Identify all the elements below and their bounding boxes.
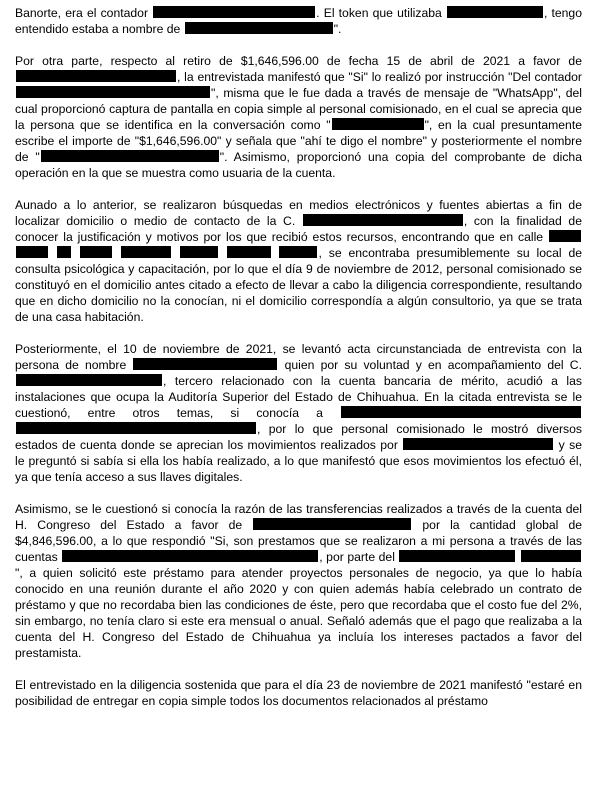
redaction-block (16, 246, 48, 258)
redaction-block (549, 230, 581, 242)
text-run: ", a quien solicitó este préstamo para atender proyectos personales de negocio, ya que lo había conocido en una reunión durante el año 2020 y con quien además había celebrado un contrato de préstamo y que no recordaba bien las condiciones de éste, pero que recordaba que el costo fue del 2%, sin embargo, no tenía claro si este era mensual o anual. Señaló además que el pago que realizaba a la cuenta del H. Congreso del Estado de Chihuahua ya incluía los intereses pactados a favor del prestamista. (15, 566, 582, 660)
redaction-block (41, 150, 219, 162)
redaction-block (399, 550, 515, 562)
text-run: , tercero relacionado con la cuenta bancaria de mérito, acudió a las instalaciones que ocupa la Auditoría Superior del Estado de Chihuahua. En la citada entrevista se le cuestionó, entre otros temas, si conocía a (15, 374, 582, 420)
text-run: Asimismo, se le cuestionó si conocía la razón de las transferencias realizados a través de la cuenta del H. Congreso del Estado a favor de (15, 502, 582, 532)
redaction-block (16, 422, 256, 434)
redaction-block (185, 22, 333, 34)
text-run: ". Asimismo, proporcionó una copia del comprobante de dicha operación en la que se muestra como usuaria de la cuenta. (15, 150, 582, 180)
redaction-block (403, 438, 553, 450)
redaction-block (341, 406, 581, 418)
text-run: Por otra parte, respecto al retiro de $1,646,596.00 de fecha 15 de abril de 2021 a favor de (15, 54, 582, 68)
redaction-block (16, 70, 176, 82)
redaction-block (153, 6, 315, 18)
redaction-block (62, 550, 318, 562)
text-run: quien por su voluntad y en acompañamiento del C. (278, 358, 582, 372)
text-run (113, 246, 120, 260)
text-run: Aunado a lo anterior, se realizaron búsquedas en medios electrónicos y fuentes abiertas a fin de localizar domicilio o medio de contacto de la C. (15, 198, 582, 228)
redaction-block (180, 246, 218, 258)
redaction-block (253, 518, 411, 530)
redaction-block (16, 374, 162, 386)
text-run: , tengo entendido estaba a nombre de (15, 6, 582, 36)
text-run: , por lo que personal comisionado le mostró diversos estados de cuenta donde se aprecian los movimientos realizados por (15, 422, 582, 452)
redaction-block (16, 86, 210, 98)
paragraph (15, 53, 582, 181)
paragraph (15, 341, 582, 485)
redaction-block (80, 246, 112, 258)
redaction-block (332, 118, 424, 130)
paragraph (15, 197, 582, 325)
paragraph (15, 5, 582, 37)
text-run: , la entrevistada manifestó que "Si" lo realizó por instrucción "Del contador (177, 70, 582, 84)
text-run: ", misma que le fue dada a través de mensaje de "WhatsApp", del cual proporcionó captura de pantalla en copia simple al personal comisionado, en el cual se aprecia que la persona que se identifica en la conversación como " (15, 86, 582, 132)
text-run: ". (333, 22, 342, 36)
paragraph (15, 501, 582, 661)
text-run: , por parte del (319, 550, 399, 564)
text-run: , con la finalidad de conocer la justificación y motivos por los que recibió estos recursos, encontrando que en calle (15, 214, 582, 244)
text-run (49, 246, 56, 260)
redaction-block (521, 550, 581, 562)
redaction-block (133, 358, 277, 370)
redaction-block (279, 246, 317, 258)
text-run: y se le preguntó si sabía si ella los había realizado, a lo que manifestó que esos movimientos los efectuó él, ya que tenía acceso a sus llaves digitales. (15, 438, 582, 484)
text-run: , se encontraba presumiblemente su local de consulta psicológica y capacitación, por lo que el día 9 de noviembre de 2012, personal comisionado se constituyó en el domicilio antes citado a efecto de llevar a cabo la diligencia correspondiente, resultando que en dicho domicilio no la conocían, ni el domicilio correspondía a algún consultorio, ya que se trata de una casa habitación. (15, 246, 583, 324)
text-run (219, 246, 226, 260)
redaction-block (227, 246, 271, 258)
text-run: Banorte, era el contador (15, 6, 153, 20)
redaction-block (447, 6, 543, 18)
text-run (272, 246, 279, 260)
redaction-block (57, 246, 71, 258)
redaction-block (303, 214, 463, 226)
paragraph (15, 677, 582, 709)
text-run: El entrevistado en la diligencia sostenida que para el día 23 de noviembre de 2021 manifestó "estaré en posibilidad de entregar en copia simple todos los documentos relacionados al préstamo (15, 678, 582, 708)
text-run: Posteriormente, el 10 de noviembre de 2021, se levantó acta circunstanciada de entrevista con la persona de nombre (15, 342, 582, 372)
text-run (172, 246, 179, 260)
text-run: por la cantidad global de $4,846,596.00, a lo que respondió "Si, son prestamos que se realizaron a mi persona a través de las cuentas (15, 518, 582, 564)
text-run (72, 246, 79, 260)
text-run (516, 550, 520, 564)
redaction-block (121, 246, 171, 258)
text-run: . El token que utilizaba (316, 6, 446, 20)
text-run: ", en la cual presuntamente escribe el importe de "$1,646,596.00" y señala que "ahí te digo el nombre" y posteriormente el nombre de " (15, 118, 582, 164)
